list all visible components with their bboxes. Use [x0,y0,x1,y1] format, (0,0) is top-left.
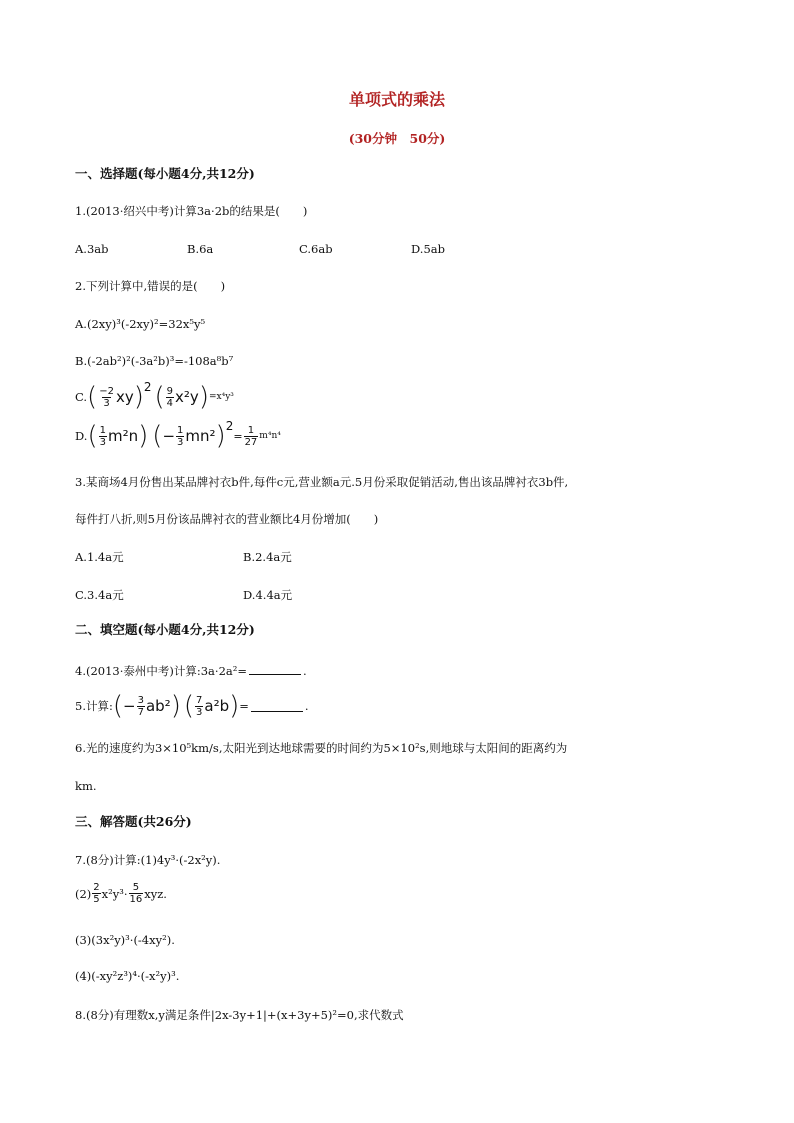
period: . [303,664,307,678]
left-paren: ( [87,382,98,412]
term: x²y [175,388,199,406]
question-8: 8.(8分)有理数x,y满足条件|2x-3y+1|+(x+3y+5)²=0,求代数式 [75,1008,404,1022]
question-6-line-2: km. [75,779,97,793]
fraction [92,882,100,905]
denominator: 3 [99,436,106,448]
right-paren: ) [198,382,209,412]
question-5-label: 5.计算: [75,699,113,713]
numerator: 1 [247,424,255,436]
denominator: 3 [103,397,110,409]
term: a²b [204,697,230,715]
question-1-option-a: A.3ab [75,242,109,256]
fraction [129,882,144,905]
question-2-option-a [75,316,205,332]
question-4-stem: 4.(2013·泰州中考)计算:3a·2a²= [75,664,247,678]
denominator: 16 [129,894,143,905]
question-2-stem: 2.下列计算中,错误的是( ) [75,279,226,293]
term: x²y³· [101,886,128,901]
term: mn² [185,427,216,445]
numerator: 5 [132,882,140,893]
question-3-line-1: 3.某商场4月份售出某品牌衬衣b件,每件c元,营业额a元.5月份采取促销活动,售出该品牌衬衣3b件, [75,475,569,489]
equals-sign: = [239,699,249,713]
numerator: 2 [93,882,100,893]
denominator: 27 [244,436,258,448]
denominator: 7 [137,706,144,718]
term: m²n [108,427,139,445]
question-5 [75,693,309,719]
right-paren: ) [133,382,144,412]
question-1-option-b: B.6a [187,242,214,256]
result: =x⁴y³ [208,392,234,402]
right-paren: ) [138,421,149,451]
question-7-part-3: (3)(3x²y)³·(-4xy²). [75,933,175,947]
option-a-label: A. [75,317,87,331]
denominator: 5 [93,894,100,905]
question-2-option-d [75,419,281,451]
fraction [176,425,184,448]
left-paren: ( [152,421,163,451]
answer-blank[interactable] [249,664,301,675]
numerator: 9 [166,385,174,397]
period: . [304,699,309,713]
equals-sign: = [233,429,243,443]
denominator: 4 [166,397,174,409]
question-3-option-c: C.3.4a元 [75,588,124,602]
exponent: 2 [225,419,234,433]
fraction [98,386,115,409]
option-d-label: D. [75,429,88,443]
numerator: 7 [196,694,203,706]
fraction [244,425,259,448]
section-heading-solve: 三、解答题(共26分) [75,814,192,829]
question-1-stem: 1.(2013·绍兴中考)计算3a·2b的结果是( ) [75,204,308,218]
question-3-option-d: D.4.4a元 [243,588,293,602]
section-heading-choice: 一、选择题(每小题4分,共12分) [75,166,255,181]
left-paren: ( [87,421,98,451]
option-a-expression: (2xy)³(-2xy)²=32x⁵y⁵ [86,317,206,331]
left-paren: ( [154,382,165,412]
question-7-part-4: (4)(-xy²z³)⁴·(-x²y)³. [75,969,180,983]
term: xy [115,388,134,406]
question-2-option-c [75,380,234,412]
question-6-line-1: 6.光的速度约为3×10⁵km/s,太阳光到达地球需要的时间约为5×10²s,则地球与太阳间的距离约为 [75,741,568,755]
exponent: 2 [143,380,152,394]
left-paren: ( [183,691,195,721]
minus-sign: − [162,427,176,445]
fraction [99,425,107,448]
question-1-option-c: C.6ab [299,242,333,256]
denominator: 3 [177,436,184,448]
answer-blank[interactable] [251,701,303,712]
right-paren: ) [215,421,226,451]
right-paren: ) [229,691,240,721]
numerator: 1 [99,424,106,436]
option-b-expression: (-2ab²)²(-3a²b)³=-108a⁸b⁷ [87,354,234,368]
part-label: (2) [75,886,92,901]
section-heading-fill: 二、填空题(每小题4分,共12分) [75,622,255,637]
fraction [166,386,174,409]
fraction [195,695,203,718]
numerator: 3 [137,694,144,706]
page-subtitle: (30分钟 50分) [348,131,446,146]
term: ab² [145,697,171,715]
question-3-line-2: 每件打八折,则5月份该品牌衬衣的营业额比4月份增加( ) [75,512,379,526]
question-3-option-a: A.1.4a元 [75,550,124,564]
left-paren: ( [112,691,124,721]
question-7-part-1: 7.(8分)计算:(1)4y³·(-2x²y). [75,853,221,867]
question-1-option-d: D.5ab [411,242,446,256]
page-title: 单项式的乘法 [348,90,445,109]
question-2-option-b [75,353,233,369]
question-3-option-b: B.2.4a元 [243,550,292,564]
fraction [137,695,145,718]
minus-sign: − [123,697,136,715]
option-c-label: C. [75,390,88,404]
result: m⁴n⁴ [259,431,281,441]
question-4 [75,663,307,679]
numerator: −2 [99,385,114,397]
denominator: 3 [196,706,203,718]
option-b-label: B. [75,354,88,368]
term: xyz. [144,886,167,901]
right-paren: ) [170,691,181,721]
question-7-part-2 [75,882,167,905]
numerator: 1 [177,424,184,436]
